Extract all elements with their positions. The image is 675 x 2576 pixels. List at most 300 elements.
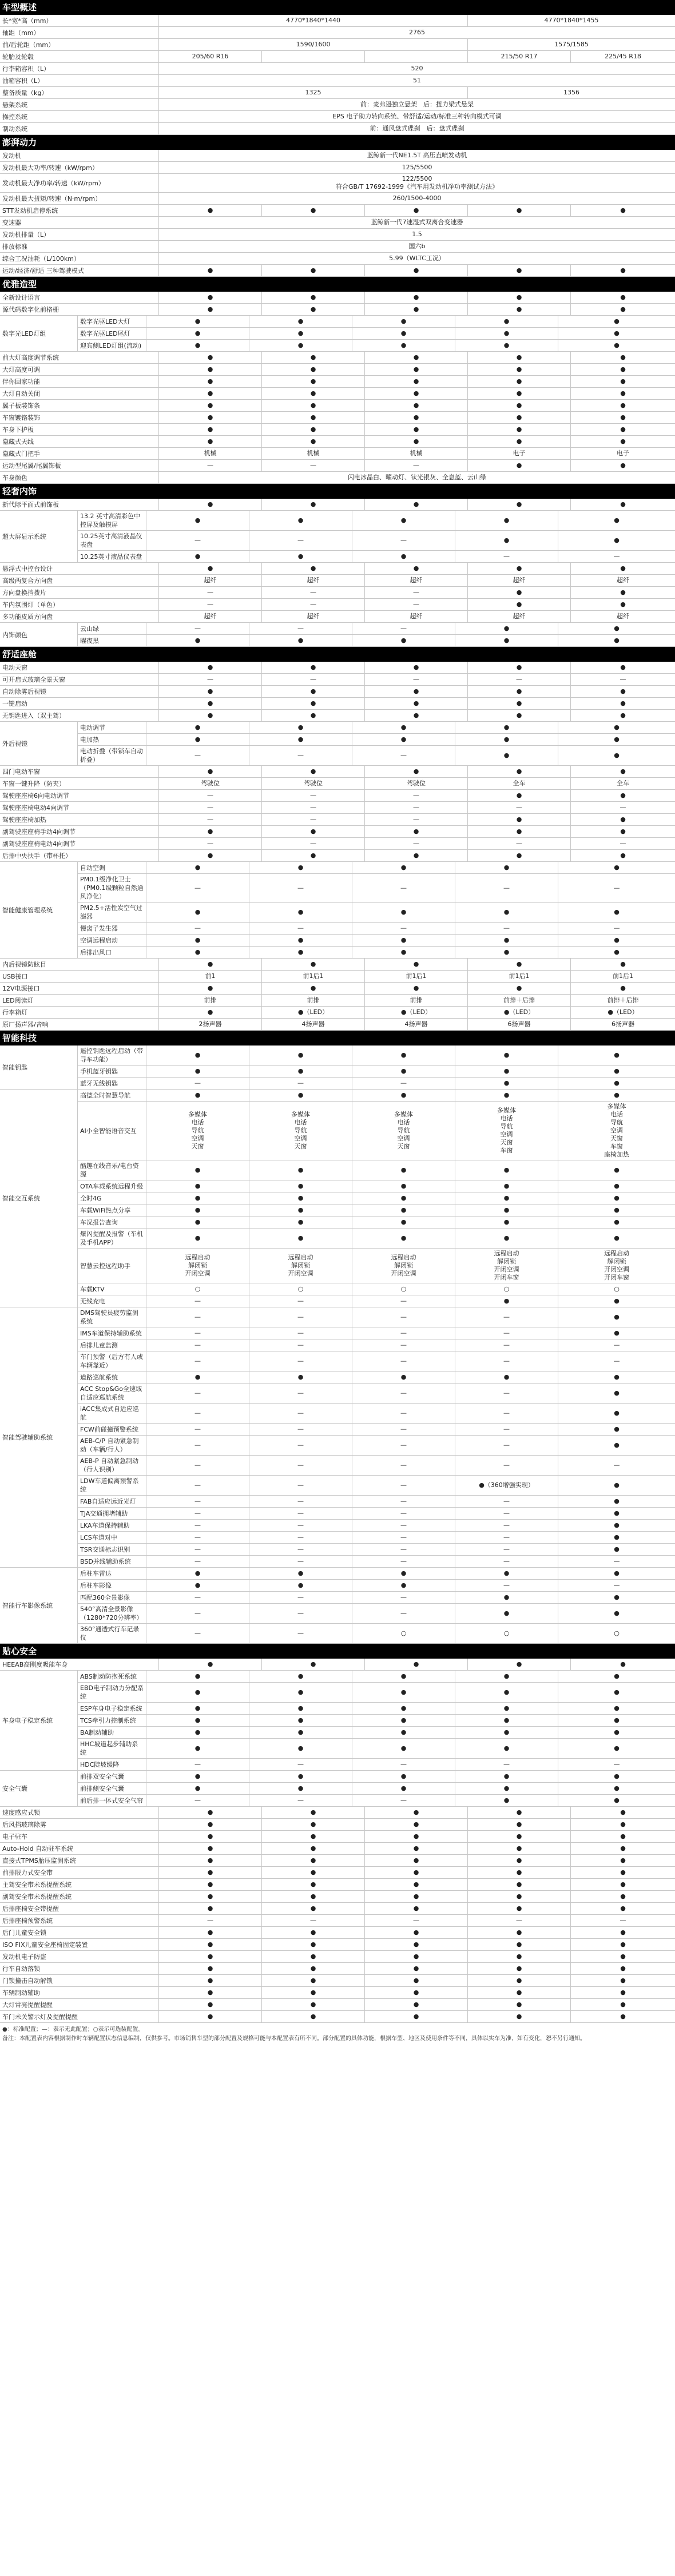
spec-row	[0, 39, 675, 51]
spec-value: ●	[352, 722, 455, 733]
spec-label: 车窗一键升降（防夹）	[0, 778, 159, 789]
spec-label: 发动机排量（L）	[0, 229, 159, 240]
spec-value: ●	[159, 1951, 262, 1962]
spec-value: —	[613, 884, 620, 892]
spec-row	[0, 1819, 675, 1831]
spec-row	[78, 551, 675, 562]
spec-value: —	[468, 802, 571, 813]
spec-label: 车门未关警示灯及提醒提醒	[0, 2011, 159, 2022]
spec-label: 车身下护板	[0, 424, 159, 435]
spec-value: ●	[159, 1659, 262, 1670]
spec-row	[78, 1520, 675, 1532]
spec-label: 发动机最大功率/转速（kW/rpm）	[0, 162, 159, 173]
spec-value: —	[146, 1339, 249, 1351]
spec-label: 隐藏式天线	[0, 436, 159, 447]
spec-value: ●	[620, 462, 626, 469]
spec-row	[0, 1951, 675, 1963]
spec-label: 车身颜色	[0, 472, 159, 483]
spec-group-label: 数字光LED灯组	[0, 316, 78, 351]
spec-value: —	[455, 1544, 558, 1555]
spec-value: 驾驶位	[365, 778, 468, 789]
spec-label: 车门预警（后方有人或车辆靠近）	[78, 1351, 146, 1371]
spec-row	[0, 826, 675, 838]
spec-value: —	[146, 1351, 249, 1371]
spec-value: —	[159, 674, 262, 685]
spec-value: 205/60 R16	[159, 51, 262, 62]
spec-value: ●	[365, 1963, 468, 1974]
spec-value: 超纤	[159, 611, 262, 622]
spec-value: ●	[468, 1659, 571, 1670]
spec-value: ●	[468, 1807, 571, 1818]
spec-value: ●	[365, 1855, 468, 1866]
spec-row	[0, 1855, 675, 1867]
spec-value: ●	[468, 850, 571, 861]
spec-label: BSD并线辅助系统	[78, 1556, 146, 1567]
spec-value: —	[146, 1544, 249, 1555]
spec-value: ●	[455, 1783, 558, 1794]
spec-value: —	[146, 746, 249, 765]
spec-value: 远程启动 解闭锁 开闭空调	[146, 1249, 249, 1283]
spec-value: —	[620, 840, 626, 847]
spec-value: 51	[413, 77, 421, 84]
spec-value: ●	[159, 766, 262, 777]
spec-value: —	[146, 1078, 249, 1089]
spec-value: ●	[455, 903, 558, 922]
spec-group	[0, 1671, 675, 1771]
spec-value: ●	[614, 1067, 620, 1075]
spec-value: ●	[468, 1987, 571, 1998]
spec-value: ●	[455, 340, 558, 351]
spec-value: 6扬声器	[612, 1020, 634, 1028]
spec-row	[78, 722, 675, 734]
spec-label: HEEAB高刚度吸能车身	[0, 1659, 159, 1670]
spec-value: —	[455, 1496, 558, 1507]
spec-value: ●	[262, 352, 365, 363]
spec-label: STT发动机启停系统	[0, 205, 159, 216]
spec-label: 行车自动落锁	[0, 1963, 159, 1974]
spec-value: ●	[365, 686, 468, 697]
spec-label: ABS制动防抱死系统	[78, 1671, 146, 1682]
spec-value: ●（360增强实现）	[455, 1476, 558, 1495]
spec-label: 电动调节	[78, 722, 146, 733]
spec-row	[0, 27, 675, 39]
spec-value: 4扬声器	[365, 1019, 468, 1030]
spec-label: LCS车道对中	[78, 1532, 146, 1543]
spec-value: —	[146, 1520, 249, 1531]
spec-label: 操控系统	[0, 111, 159, 122]
spec-value: ●	[614, 908, 620, 916]
spec-value: —	[146, 1624, 249, 1643]
spec-group-body	[78, 1045, 675, 1089]
spec-value: ●	[146, 947, 249, 958]
spec-label: 内后视镜防眩目	[0, 959, 159, 970]
spec-value: ●	[352, 1160, 455, 1180]
spec-value: ●	[352, 862, 455, 873]
spec-value: —	[468, 1915, 571, 1926]
spec-label: BA制动辅助	[78, 1727, 146, 1738]
spec-value: 超纤	[262, 611, 365, 622]
spec-value: ○	[614, 1629, 620, 1637]
spec-value: 超纤	[617, 577, 629, 584]
spec-value: 4扬声器	[262, 1019, 365, 1030]
spec-row	[78, 1771, 675, 1783]
spec-value: ●	[455, 1066, 558, 1077]
spec-value: ●	[249, 1580, 352, 1591]
spec-label: 全新设计语言	[0, 292, 159, 303]
spec-value: ●	[614, 1569, 620, 1577]
spec-value: ●	[365, 698, 468, 709]
spec-value: ●	[614, 637, 620, 644]
spec-row	[0, 662, 675, 674]
spec-value: ●	[455, 1078, 558, 1089]
spec-value: ●	[614, 1704, 620, 1712]
spec-value: ●	[262, 412, 365, 423]
spec-label: 云山绿	[78, 623, 146, 634]
spec-row	[78, 340, 675, 351]
spec-value: ●	[146, 1090, 249, 1101]
spec-value: ●	[455, 1045, 558, 1065]
spec-label: HHC坡道起步辅助系统	[78, 1739, 146, 1758]
spec-value: —	[620, 804, 626, 811]
spec-group	[0, 722, 675, 766]
spec-value: ●	[468, 959, 571, 970]
spec-label: 制动系统	[0, 123, 159, 134]
spec-label: 驾驶座座椅6向电动调节	[0, 790, 159, 801]
spec-value: ●	[262, 698, 365, 709]
spec-value: ●	[146, 1229, 249, 1248]
spec-value: —	[159, 790, 262, 801]
spec-value: ●	[159, 850, 262, 861]
spec-value: —	[146, 1456, 249, 1475]
spec-label: 后驻车影像	[78, 1580, 146, 1591]
spec-value: ●	[159, 1831, 262, 1842]
spec-value: —	[352, 1556, 455, 1567]
spec-value: ●	[614, 1509, 620, 1517]
spec-value: ●	[614, 1234, 620, 1242]
spec-value: ●	[620, 500, 626, 508]
spec-value: —	[249, 1795, 352, 1806]
spec-value: ●	[159, 698, 262, 709]
spec-value: 1356	[563, 89, 579, 96]
spec-row	[0, 1939, 675, 1951]
spec-value: ●	[468, 587, 571, 598]
spec-value: ●	[468, 563, 571, 574]
spec-value: —	[146, 531, 249, 550]
spec-value: 多媒体 电话 导航 空调 天窗 车窗 座椅加热	[604, 1103, 629, 1158]
spec-row	[0, 983, 675, 995]
spec-row	[0, 99, 675, 111]
spec-row	[78, 1544, 675, 1556]
spec-row	[0, 778, 675, 790]
spec-value: ●	[455, 935, 558, 946]
spec-value: ●	[159, 1867, 262, 1878]
spec-label: 曜夜黑	[78, 635, 146, 646]
spec-value: —	[365, 587, 468, 598]
spec-value: ●	[352, 1727, 455, 1738]
spec-row	[0, 460, 675, 472]
spec-value: ●	[262, 1927, 365, 1938]
spec-label: 12V电源接口	[0, 983, 159, 994]
spec-value: ●	[249, 1180, 352, 1192]
spec-value: ●	[468, 698, 571, 709]
spec-value: 前排	[159, 995, 262, 1006]
spec-value: ●	[620, 601, 626, 608]
spec-value: ●	[614, 1796, 620, 1804]
spec-value: ●	[352, 947, 455, 958]
spec-value: —	[249, 1759, 352, 1770]
spec-label: AEB-P 自动紧急制动（行人识别）	[78, 1456, 146, 1475]
spec-value: ●	[159, 388, 262, 399]
spec-group	[0, 1771, 675, 1807]
spec-value: ●	[614, 936, 620, 944]
spec-value: —	[146, 1295, 249, 1307]
spec-value: ●	[159, 265, 262, 276]
spec-value: ●	[249, 1192, 352, 1204]
spec-row	[78, 1351, 675, 1372]
spec-value: ●	[620, 792, 626, 799]
spec-value: ●	[262, 1867, 365, 1878]
spec-value: —	[249, 1556, 352, 1567]
spec-group	[0, 623, 675, 647]
spec-value: ●	[620, 852, 626, 859]
spec-value: —	[249, 1508, 352, 1519]
spec-value: ●	[614, 1672, 620, 1680]
spec-value: ●	[468, 790, 571, 801]
spec-row	[0, 674, 675, 686]
spec-value: —	[146, 1436, 249, 1455]
spec-value: —	[455, 1384, 558, 1403]
spec-value: ●	[455, 1229, 558, 1248]
spec-value: ●	[352, 511, 455, 530]
spec-value: ●	[365, 364, 468, 375]
spec-value: —	[352, 1078, 455, 1089]
spec-value: —	[352, 1604, 455, 1623]
spec-value: ●	[352, 340, 455, 351]
spec-value: ●	[614, 1389, 620, 1397]
spec-value: ●	[262, 710, 365, 721]
spec-row	[0, 123, 675, 135]
spec-value: ●	[365, 983, 468, 994]
spec-row	[0, 1007, 675, 1019]
spec-row	[78, 1580, 675, 1592]
spec-value: —	[455, 1456, 558, 1475]
spec-value: —	[365, 802, 468, 813]
spec-value: 国六b	[408, 243, 426, 250]
spec-row	[78, 1683, 675, 1703]
spec-label: LED阅读灯	[0, 995, 159, 1006]
spec-value: —	[352, 1307, 455, 1327]
spec-value: ●	[468, 460, 571, 471]
spec-row	[78, 1217, 675, 1229]
spec-label: 360°通透式行车记录仪	[78, 1624, 146, 1643]
spec-value: ●	[352, 1372, 455, 1383]
spec-value: ●（LED）	[365, 1007, 468, 1018]
spec-group-label: 智能交互系统	[0, 1090, 78, 1307]
spec-value: ●	[159, 1843, 262, 1854]
spec-value: ●	[159, 1855, 262, 1866]
spec-row	[78, 1160, 675, 1180]
spec-value: ●	[455, 1771, 558, 1782]
spec-value: —	[249, 1339, 352, 1351]
spec-value: —	[613, 552, 620, 560]
spec-value: ●	[159, 2011, 262, 2022]
spec-row	[78, 1229, 675, 1249]
spec-value: ●	[614, 723, 620, 731]
spec-row	[78, 1192, 675, 1204]
spec-value: —	[249, 1476, 352, 1495]
spec-value: ●	[620, 267, 626, 274]
spec-label: EBD电子制动力分配系统	[78, 1683, 146, 1702]
spec-value: ●	[468, 1819, 571, 1830]
spec-value: ●	[146, 722, 249, 733]
spec-value: ●	[262, 304, 365, 315]
spec-value: ●	[455, 1683, 558, 1702]
note-text: 备注：本配置表内容根据制作时车辆配置状态信息编制，仅供参考。市场销售车型的部分配置及规格可能与本配置表有所不同。部分配置的具体功能，根据车型、地区及使用条件等不同，具体以实车为准，如有变化，恕不另行通知。	[2, 2036, 586, 2042]
spec-value: ●	[262, 766, 365, 777]
spec-value: ●	[249, 1703, 352, 1714]
spec-label: 行李箱容积（L）	[0, 63, 159, 74]
spec-label: 酷趣在线音乐/电台资源	[78, 1160, 146, 1180]
spec-row	[78, 511, 675, 531]
spec-value: ●	[620, 1857, 626, 1864]
spec-label: PM2.5+活性炭空气过滤器	[78, 903, 146, 922]
spec-value: ●	[468, 292, 571, 303]
spec-value: ●	[620, 293, 626, 301]
spec-value: —	[352, 1795, 455, 1806]
spec-label: USB接口	[0, 971, 159, 982]
spec-value: ●	[249, 1372, 352, 1383]
spec-value: ●	[146, 328, 249, 339]
spec-value: ●	[249, 1160, 352, 1180]
spec-value: —	[352, 1436, 455, 1455]
spec-value: ●	[262, 983, 365, 994]
legend-text: ●：标准配置；—：表示无此配置；○表示可选装配置。	[2, 2026, 144, 2033]
spec-label: 车内氛围灯（单色）	[0, 599, 159, 610]
spec-row	[0, 1843, 675, 1855]
spec-value: ●	[620, 1953, 626, 1960]
spec-label: 无钥匙进入（双主驾）	[0, 710, 159, 721]
spec-label: 540°高清全景影像（1280*720分辨率）	[78, 1604, 146, 1623]
spec-value: —	[146, 1327, 249, 1339]
spec-value: ●	[262, 826, 365, 837]
spec-value: ●	[365, 826, 468, 837]
spec-value: —	[352, 1424, 455, 1435]
spec-value: —	[159, 838, 262, 849]
spec-label: 高德全时智慧导航	[78, 1090, 146, 1101]
spec-value: ●	[159, 364, 262, 375]
spec-value: —	[352, 1476, 455, 1495]
spec-row	[0, 51, 675, 63]
spec-value: ●	[249, 1727, 352, 1738]
spec-row	[78, 1045, 675, 1066]
spec-value: 远程启动 解闭锁 开闭空调 开闭车窗	[604, 1250, 629, 1281]
spec-group	[0, 862, 675, 959]
spec-value: ●	[249, 1090, 352, 1101]
spec-value: ●	[468, 1855, 571, 1866]
spec-value: ●	[468, 1867, 571, 1878]
spec-value: ●	[249, 1783, 352, 1794]
spec-value: ●	[468, 766, 571, 777]
spec-value: ●	[614, 1051, 620, 1059]
spec-row	[78, 1424, 675, 1436]
spec-value: —	[455, 1556, 558, 1567]
spec-value: ●	[614, 625, 620, 632]
spec-value: ●	[614, 1079, 620, 1087]
spec-label: 车辆制动辅助	[0, 1987, 159, 1998]
spec-label: 副驾驶座座椅手动4向调节	[0, 826, 159, 837]
spec-row	[0, 790, 675, 802]
spec-value: ●	[614, 317, 620, 325]
spec-value: ●	[614, 1716, 620, 1724]
spec-value: ●	[159, 1927, 262, 1938]
spec-value: ●	[249, 903, 352, 922]
spec-row	[78, 1339, 675, 1351]
spec-value: ●	[365, 424, 468, 435]
spec-value: ●	[455, 1568, 558, 1579]
spec-value: —	[455, 1520, 558, 1531]
spec-label: 慢离子发生器	[78, 923, 146, 934]
spec-value: —	[249, 531, 352, 550]
spec-row	[0, 472, 675, 484]
spec-row	[0, 436, 675, 448]
spec-value: 超纤	[262, 575, 365, 586]
footer	[0, 2023, 675, 2046]
spec-value: ●	[159, 1939, 262, 1950]
spec-value: ●	[614, 1728, 620, 1736]
spec-value: ●	[352, 635, 455, 646]
spec-value: —	[146, 1384, 249, 1403]
spec-value: —	[455, 1759, 558, 1770]
spec-group-body	[78, 1671, 675, 1770]
spec-value: —	[352, 1592, 455, 1603]
spec-value: ●	[468, 599, 571, 610]
spec-label: 一键启动	[0, 698, 159, 709]
spec-value: ●	[614, 1521, 620, 1529]
spec-value: ●	[249, 635, 352, 646]
spec-value: ●	[365, 1987, 468, 1998]
spec-value: ●	[614, 1497, 620, 1505]
spec-row	[0, 1867, 675, 1879]
spec-value: ●	[620, 1965, 626, 1972]
spec-group-label: 车身电子稳定系统	[0, 1671, 78, 1770]
spec-value: 4770*1840*1440	[159, 15, 468, 26]
spec-value: 1590/1600	[159, 39, 468, 50]
spec-label: FAB自适应远近光灯	[78, 1496, 146, 1507]
spec-value: ●	[468, 1999, 571, 2010]
spec-value: ●	[468, 400, 571, 411]
spec-row	[0, 174, 675, 193]
spec-label: 悬架系统	[0, 99, 159, 110]
spec-row	[0, 587, 675, 599]
spec-label: 原厂扬声器/音响	[0, 1019, 159, 1030]
spec-value: ●	[159, 1999, 262, 2010]
spec-row	[0, 710, 675, 722]
spec-label: 后驻车雷达	[78, 1568, 146, 1579]
spec-value: ●	[352, 1739, 455, 1758]
spec-value: ●	[620, 1808, 626, 1816]
spec-row	[78, 862, 675, 874]
spec-value: ●	[455, 1703, 558, 1714]
spec-value: ●	[249, 1771, 352, 1782]
spec-value: ●	[620, 206, 626, 214]
spec-value: —	[249, 874, 352, 902]
spec-row	[0, 1879, 675, 1891]
spec-value: ●	[620, 401, 626, 409]
spec-value: ●	[614, 1545, 620, 1553]
spec-row	[78, 1078, 675, 1089]
spec-row	[78, 1508, 675, 1520]
spec-value: ●	[365, 1927, 468, 1938]
